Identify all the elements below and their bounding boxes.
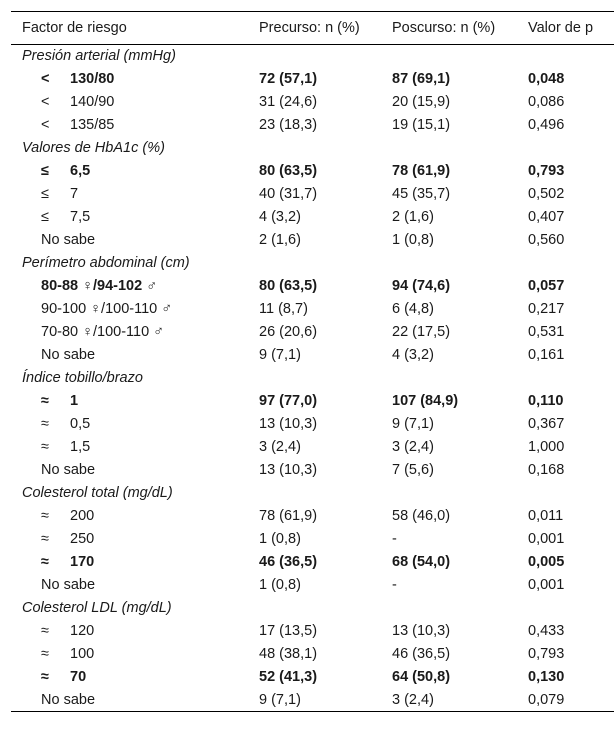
- post-course-value: 6 (4,8): [392, 301, 434, 317]
- section-label: Índice tobillo/brazo: [22, 370, 143, 386]
- table-row: [11, 505, 614, 528]
- factor-cell: [11, 114, 259, 137]
- table-header: [11, 12, 614, 45]
- p-value: 0,048: [528, 71, 565, 87]
- pre-course-value: 80 (63,5): [259, 163, 318, 179]
- section-row: [11, 482, 614, 505]
- p-value: 0,367: [528, 416, 565, 432]
- post-course-value: 2 (1,6): [392, 209, 434, 225]
- pre-course-value: 1 (0,8): [259, 577, 301, 593]
- factor-cell: [11, 459, 259, 482]
- factor-cell: [11, 413, 259, 436]
- table-row: [11, 528, 614, 551]
- factor-label: No sabe: [41, 577, 96, 593]
- section-row: [11, 597, 614, 620]
- factor-cell: [11, 390, 259, 413]
- p-value: 0,793: [528, 646, 565, 662]
- post-course-value: 20 (15,9): [392, 94, 451, 110]
- section-row: [11, 367, 614, 390]
- p-value: 0,011: [528, 508, 564, 524]
- section-label: Perímetro abdominal (cm): [22, 255, 190, 271]
- factor-cell: [11, 574, 259, 597]
- post-course-value: 58 (46,0): [392, 508, 451, 524]
- table-row: [11, 160, 614, 183]
- p-value: 0,110: [528, 393, 564, 409]
- p-value: 0,531: [528, 324, 565, 340]
- table-row: [11, 390, 614, 413]
- factor-cell: [11, 275, 259, 298]
- table-row: [11, 183, 614, 206]
- comparator-symbol: ≈: [41, 646, 49, 662]
- factor-label: 6,5: [70, 163, 91, 179]
- risk-factor-table: [11, 11, 614, 712]
- p-value: 0,502: [528, 186, 565, 202]
- factor-label: No sabe: [41, 232, 96, 248]
- header-p-value: Valor de p: [528, 12, 614, 45]
- factor-cell: [11, 643, 259, 666]
- factor-cell: [11, 689, 259, 712]
- post-course-value: 4 (3,2): [392, 347, 434, 363]
- comparator-symbol: <: [41, 117, 50, 133]
- header-row: [11, 12, 614, 45]
- p-value: 0,001: [528, 577, 565, 593]
- section-row: [11, 45, 614, 68]
- p-value: 1,000: [528, 439, 565, 455]
- pre-course-value: 17 (13,5): [259, 623, 318, 639]
- pre-course-value: 72 (57,1): [259, 71, 318, 87]
- pre-course-value: 13 (10,3): [259, 462, 318, 478]
- header-risk-factor: Factor de riesgo: [11, 12, 259, 45]
- comparator-symbol: ≤: [41, 163, 49, 179]
- pre-course-value: 80 (63,5): [259, 278, 318, 294]
- comparator-symbol: ≈: [41, 531, 49, 547]
- factor-label: No sabe: [41, 347, 96, 363]
- pre-course-value: 4 (3,2): [259, 209, 301, 225]
- post-course-value: 46 (36,5): [392, 646, 451, 662]
- factor-cell: [11, 551, 259, 574]
- factor-label: 1,5: [70, 439, 91, 455]
- factor-cell: [11, 321, 259, 344]
- post-course-value: 107 (84,9): [392, 393, 459, 409]
- table-row: [11, 666, 614, 689]
- factor-cell: [11, 505, 259, 528]
- table-row: [11, 643, 614, 666]
- p-value: 0,086: [528, 94, 565, 110]
- pre-course-value: 31 (24,6): [259, 94, 318, 110]
- factor-label: 80-88 ♀/94-102 ♂: [41, 278, 158, 294]
- table-row: [11, 551, 614, 574]
- factor-cell: [11, 436, 259, 459]
- table-row: [11, 436, 614, 459]
- post-course-value: 45 (35,7): [392, 186, 451, 202]
- section-label: Colesterol total (mg/dL): [22, 485, 173, 501]
- header-pre-course: Precurso: n (%): [259, 12, 392, 45]
- pre-course-value: 26 (20,6): [259, 324, 318, 340]
- table-row: [11, 321, 614, 344]
- comparator-symbol: ≈: [41, 393, 49, 409]
- factor-label: 135/85: [70, 117, 115, 133]
- table-body: [11, 45, 614, 712]
- pre-course-value: 9 (7,1): [259, 689, 392, 712]
- section-row: [11, 252, 614, 275]
- post-course-value: 78 (61,9): [392, 163, 451, 179]
- comparator-symbol: ≤: [41, 186, 49, 202]
- p-value: 0,130: [528, 669, 565, 685]
- factor-label: 200: [70, 508, 95, 524]
- pre-course-value: 2 (1,6): [259, 232, 301, 248]
- factor-cell: [11, 206, 259, 229]
- section-label: Colesterol LDL (mg/dL): [22, 600, 172, 616]
- table-row: [11, 206, 614, 229]
- factor-label: 90-100 ♀/100-110 ♂: [41, 301, 173, 317]
- table-row: [11, 344, 614, 367]
- post-course-value: 7 (5,6): [392, 462, 434, 478]
- factor-cell: [11, 68, 259, 91]
- factor-cell: [11, 183, 259, 206]
- factor-cell: [11, 620, 259, 643]
- factor-cell: [11, 229, 259, 252]
- header-post-course: Poscurso: n (%): [392, 12, 528, 45]
- post-course-value: 94 (74,6): [392, 278, 451, 294]
- factor-label: 120: [70, 623, 95, 639]
- pre-course-value: 78 (61,9): [259, 508, 318, 524]
- comparator-symbol: ≈: [41, 508, 49, 524]
- table-row: [11, 574, 614, 597]
- factor-cell: [11, 91, 259, 114]
- comparator-symbol: ≈: [41, 669, 49, 685]
- comparator-symbol: ≈: [41, 416, 49, 432]
- p-value: 0,407: [528, 209, 565, 225]
- factor-label: No sabe: [41, 691, 96, 708]
- factor-cell: [11, 528, 259, 551]
- p-value: 0,079: [528, 689, 614, 712]
- p-value: 0,793: [528, 163, 565, 179]
- p-value: 0,217: [528, 301, 565, 317]
- pre-course-value: 48 (38,1): [259, 646, 318, 662]
- pre-course-value: 9 (7,1): [259, 347, 301, 363]
- post-course-value: 9 (7,1): [392, 416, 434, 432]
- table-row: [11, 68, 614, 91]
- pre-course-value: 11 (8,7): [259, 301, 308, 317]
- factor-label: 70: [70, 669, 87, 685]
- table-row: [11, 413, 614, 436]
- table-row: [11, 620, 614, 643]
- pre-course-value: 3 (2,4): [259, 439, 301, 455]
- section-label: Presión arterial (mmHg): [22, 48, 176, 65]
- factor-label: 170: [70, 554, 95, 570]
- post-course-value: 68 (54,0): [392, 554, 451, 570]
- factor-label: 7,5: [70, 209, 91, 225]
- p-value: 0,168: [528, 462, 565, 478]
- p-value: 0,005: [528, 554, 565, 570]
- post-course-value: -: [392, 531, 397, 547]
- p-value: 0,001: [528, 531, 565, 547]
- pre-course-value: 13 (10,3): [259, 416, 318, 432]
- pre-course-value: 46 (36,5): [259, 554, 318, 570]
- comparator-symbol: ≈: [41, 554, 49, 570]
- factor-label: 140/90: [70, 94, 115, 110]
- factor-label: 100: [70, 646, 95, 662]
- factor-cell: [11, 298, 259, 321]
- post-course-value: 3 (2,4): [392, 439, 434, 455]
- factor-cell: [11, 160, 259, 183]
- pre-course-value: 23 (18,3): [259, 117, 318, 133]
- comparator-symbol: ≈: [41, 623, 49, 639]
- section-row: [11, 137, 614, 160]
- table-row: [11, 689, 614, 712]
- factor-label: No sabe: [41, 462, 96, 478]
- table-row: [11, 229, 614, 252]
- section-label: Valores de HbA1c (%): [22, 140, 165, 156]
- table-row: [11, 459, 614, 482]
- table-row: [11, 298, 614, 321]
- p-value: 0,057: [528, 278, 565, 294]
- post-course-value: 13 (10,3): [392, 623, 451, 639]
- comparator-symbol: <: [41, 71, 50, 87]
- factor-label: 7: [70, 186, 79, 202]
- table-row: [11, 91, 614, 114]
- post-course-value: 22 (17,5): [392, 324, 451, 340]
- p-value: 0,433: [528, 623, 565, 639]
- post-course-value: 1 (0,8): [392, 232, 434, 248]
- comparator-symbol: ≈: [41, 439, 49, 455]
- pre-course-value: 97 (77,0): [259, 393, 318, 409]
- factor-label: 250: [70, 531, 95, 547]
- post-course-value: 87 (69,1): [392, 71, 451, 87]
- comparator-symbol: ≤: [41, 209, 49, 225]
- p-value: 0,560: [528, 232, 565, 248]
- factor-cell: [11, 666, 259, 689]
- table-row: [11, 275, 614, 298]
- risk-factor-table-container: [11, 11, 603, 712]
- post-course-value: 3 (2,4): [392, 689, 528, 712]
- post-course-value: -: [392, 577, 397, 593]
- post-course-value: 19 (15,1): [392, 117, 451, 133]
- pre-course-value: 52 (41,3): [259, 669, 318, 685]
- factor-label: 130/80: [70, 71, 115, 87]
- factor-cell: [11, 344, 259, 367]
- post-course-value: 64 (50,8): [392, 669, 451, 685]
- p-value: 0,161: [528, 347, 565, 363]
- pre-course-value: 40 (31,7): [259, 186, 318, 202]
- pre-course-value: 1 (0,8): [259, 531, 301, 547]
- factor-label: 0,5: [70, 416, 91, 432]
- table-row: [11, 114, 614, 137]
- comparator-symbol: <: [41, 94, 50, 110]
- p-value: 0,496: [528, 117, 565, 133]
- factor-label: 1: [70, 393, 79, 409]
- factor-label: 70-80 ♀/100-110 ♂: [41, 324, 165, 340]
